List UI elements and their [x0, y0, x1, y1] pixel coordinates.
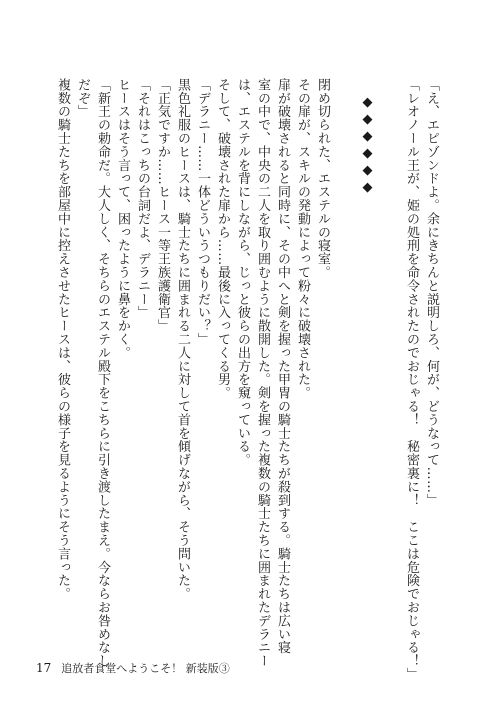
- section-break: ◆◆◆◆◆◆: [360, 95, 375, 197]
- page-number: 17: [36, 661, 52, 675]
- text-line-15: だぞ」: [75, 78, 90, 119]
- text-line-6: 室の中で、中央の二人を取り囲むように散開した。剣を握った複数の騎士たちに囲まれたデラニー: [255, 78, 270, 668]
- text-line-10: 黒色礼服のヒースは、騎士たちに囲まれる二人に対して首を傾げながら、そう問いた。: [175, 78, 190, 601]
- text-line-12: 「それはこっちの台詞だよ、デラニー」: [135, 78, 150, 320]
- text-line-7: は、エステルを背にしながら、じっと彼らの出方を窺っている。: [235, 78, 250, 467]
- text-line-11: 「正気ですか……ヒース一等王族護衛官」: [155, 78, 170, 333]
- text-line-3: 閉め切られた、エステルの寝室。: [315, 78, 330, 279]
- text-line-13: ヒースはそう言って、困ったように鼻をかく。: [115, 78, 130, 360]
- page-footer: [36, 660, 230, 676]
- text-line-2: 「レオノール王が、姫の処刑を命令されたのでおじゃる！ 秘密裏に！ ここは危険でおじゃる！」: [404, 78, 419, 681]
- text-line-4: その扉が、スキルの発動によって粉々に破壊された。: [295, 78, 310, 400]
- text-line-5: 扉が破壊されると同時に、その中へと剣を握った甲冑の騎士たちが殺到する。騎士たちは広い寝: [275, 78, 290, 655]
- text-line-1: 「え、エピゾンドよ。余にきちんと説明しろ、何が、どうなって……」: [424, 78, 439, 507]
- text-line-16: 複数の騎士たちを部屋中に控えさせたヒースは、彼らの様子を見るようにそう言った。: [55, 78, 70, 601]
- book-title: 追放者食堂へようこそ！ 新装版③: [61, 662, 230, 675]
- text-line-9: 「デラニー……一体どういうつもりだい？」: [195, 78, 210, 346]
- text-line-8: そして、破壊された扉から……最後に入ってくる男。: [215, 78, 230, 400]
- text-line-14: 「新王の勅命だ。大人しく、そちらのエステル殿下をこちらに引き渡したまえ。今ならお咎めなし: [95, 78, 110, 668]
